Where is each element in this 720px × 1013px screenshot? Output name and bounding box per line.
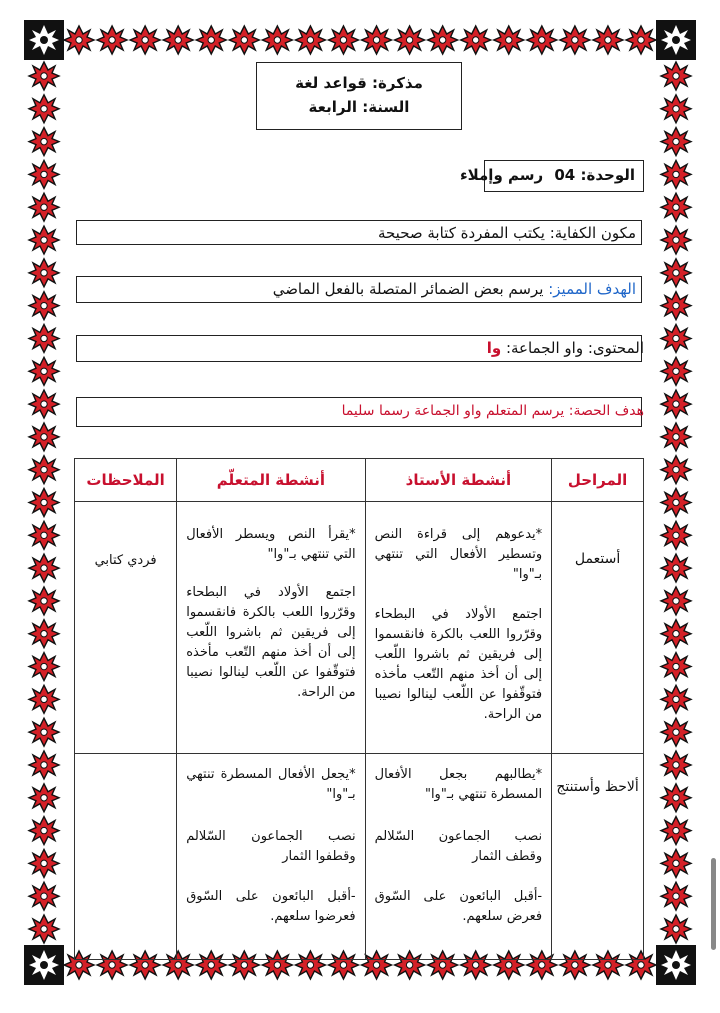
lesson-goal-label: هدف الحصة:	[568, 403, 644, 419]
stage-cell	[552, 502, 644, 754]
learner-instruction: *يقرأ النص ويسطر الأفعال التي تنتهي بـ"وا"	[186, 527, 356, 562]
border-star-icon	[661, 849, 691, 877]
border-star-icon	[29, 62, 59, 90]
border-star-icon	[661, 193, 691, 221]
border-star-icon	[593, 26, 623, 54]
border-star-icon	[661, 587, 691, 615]
border-star-icon	[661, 718, 691, 746]
corner-star-icon	[656, 20, 696, 60]
border-star-icon	[661, 423, 691, 451]
border-star-icon	[661, 685, 691, 713]
header-teacher: أنشطة الأستاذ	[365, 459, 552, 502]
border-star-icon	[29, 259, 59, 287]
school-year: السنة: الرابعة	[308, 98, 410, 116]
unit-box	[459, 160, 644, 192]
border-star-icon	[661, 128, 691, 156]
border-star-icon	[461, 26, 491, 54]
unit-number: 04	[554, 166, 576, 184]
border-star-icon	[661, 521, 691, 549]
border-star-icon	[29, 521, 59, 549]
activities-table	[74, 458, 644, 960]
border-star-icon	[661, 456, 691, 484]
header-learner: أنشطة المتعلّم	[177, 459, 365, 502]
border-star-icon	[229, 26, 259, 54]
objective-field	[273, 280, 636, 298]
border-star-icon	[661, 882, 691, 910]
border-star-icon	[661, 620, 691, 648]
border-star-icon	[29, 226, 59, 254]
content-label: المحتوى: واو الجماعة:	[505, 339, 644, 357]
border-star-icon	[661, 259, 691, 287]
border-star-icon	[661, 390, 691, 418]
border-star-icon	[196, 26, 226, 54]
border-star-icon	[29, 685, 59, 713]
border-star-icon	[661, 226, 691, 254]
border-star-icon	[661, 62, 691, 90]
lesson-title: مذكرة: قواعد لغة	[295, 74, 423, 92]
teacher-text: اجتمع الأولاد في البطحاء وقرّروا اللعب بالكرة فانقسموا إلى فريقين ثم باشروا اللّعب إلى أن أخذ منهم التّعب مأخذه فتوقّفوا عن اللّعب لينالوا نصيبا من الراحة.	[374, 607, 543, 722]
objective-value: يرسم بعض الضمائر المتصلة بالفعل الماضي	[272, 280, 544, 298]
table-row	[75, 754, 644, 960]
border-star-icon	[29, 751, 59, 779]
scrollbar-thumb[interactable]	[711, 858, 716, 950]
teacher-instruction: *يطالبهم بجعل الأفعال المسطرة تنتهي بـ"وا"	[374, 767, 543, 802]
notes-cell	[75, 502, 177, 754]
border-star-icon	[29, 390, 59, 418]
border-star-icon	[29, 653, 59, 681]
lesson-goal-field	[342, 403, 644, 419]
border-star-icon	[527, 26, 557, 54]
border-star-icon	[560, 26, 590, 54]
content-value: وا	[486, 339, 502, 357]
border-star-icon	[661, 357, 691, 385]
border-star-icon	[626, 26, 656, 54]
table-header-row	[75, 459, 644, 502]
border-star-icon	[29, 817, 59, 845]
learner-cell	[177, 754, 365, 960]
objective-label: الهدف المميز:	[548, 280, 636, 298]
competence-field	[378, 224, 636, 242]
corner-star-icon	[24, 945, 64, 985]
border-star-icon	[29, 718, 59, 746]
teacher-instruction: *يدعوهم إلى قراءة النص وتسطير الأفعال التي تنتهي بـ"وا"	[374, 527, 543, 582]
border-star-icon	[29, 784, 59, 812]
stage-label: أستعمل	[574, 551, 621, 567]
teacher-sentence: -أقبل البائعون على السّوق فعرض سلعهم.	[374, 889, 543, 924]
learner-text: اجتمع الأولاد في البطحاء وقرّروا اللعب بالكرة فانقسموا إلى فريقين ثم باشروا اللّعب إلى أن أخذ منهم التّعب مأخذه فتوقّفوا عن اللّعب لينالوا نصيبا من الراحة.	[186, 585, 356, 700]
title-box	[256, 62, 462, 130]
teacher-cell	[365, 502, 552, 754]
header-notes: الملاحظات	[75, 459, 177, 502]
teacher-cell	[365, 754, 552, 960]
border-star-icon	[661, 784, 691, 812]
corner-star-icon	[656, 945, 696, 985]
corner-star-icon	[24, 20, 64, 60]
border-star-icon	[29, 193, 59, 221]
border-star-icon	[29, 620, 59, 648]
border-star-icon	[29, 357, 59, 385]
unit-label: الوحدة:	[580, 166, 635, 184]
border-star-icon	[29, 849, 59, 877]
border-star-icon	[29, 292, 59, 320]
notes-cell	[75, 754, 177, 960]
border-star-icon	[163, 26, 193, 54]
border-star-icon	[494, 26, 524, 54]
border-star-icon	[29, 324, 59, 352]
border-star-icon	[661, 751, 691, 779]
border-star-icon	[262, 26, 292, 54]
competence-value: يكتب المفردة كتابة صحيحة	[377, 224, 545, 242]
border-star-icon	[29, 554, 59, 582]
learner-instruction: *يجعل الأفعال المسطرة تنتهي بـ"وا"	[186, 767, 356, 802]
content-field	[487, 339, 644, 357]
border-star-icon	[295, 26, 325, 54]
learner-sentence: نصب الجماعون السّلالم وقطفوا الثمار	[186, 829, 356, 864]
learner-sentence: -أقبل البائعون على السّوق فعرضوا سلعهم.	[186, 889, 356, 924]
table-row	[75, 502, 644, 754]
learner-cell	[177, 502, 365, 754]
border-star-icon	[64, 26, 94, 54]
border-star-icon	[328, 26, 358, 54]
border-star-icon	[661, 95, 691, 123]
competence-label: مكون الكفاية:	[549, 224, 636, 242]
border-star-icon	[29, 456, 59, 484]
border-star-icon	[661, 817, 691, 845]
border-star-icon	[362, 26, 392, 54]
border-star-icon	[29, 95, 59, 123]
border-star-icon	[29, 489, 59, 517]
border-star-icon	[29, 128, 59, 156]
border-star-icon	[29, 587, 59, 615]
border-star-icon	[395, 26, 425, 54]
header-stages: المراحل	[552, 459, 644, 502]
border-star-icon	[661, 292, 691, 320]
border-star-icon	[661, 324, 691, 352]
border-star-icon	[428, 26, 458, 54]
stage-label: ألاحظ وأستنتج	[556, 779, 639, 795]
teacher-sentence: نصب الجماعون السّلالم وقطف الثمار	[374, 829, 543, 864]
unit-topic: رسم وإملاء	[459, 166, 544, 184]
border-star-icon	[661, 915, 691, 943]
border-star-icon	[130, 26, 160, 54]
border-star-icon	[29, 915, 59, 943]
border-star-icon	[661, 489, 691, 517]
border-star-icon	[661, 653, 691, 681]
border-star-icon	[29, 423, 59, 451]
notes-value: فردي كتابي	[94, 553, 157, 568]
border-star-icon	[29, 882, 59, 910]
border-star-icon	[29, 160, 59, 188]
border-star-icon	[661, 160, 691, 188]
stage-cell	[552, 754, 644, 960]
border-star-icon	[97, 26, 127, 54]
lesson-goal-value: يرسم المتعلم واو الجماعة رسما سليما	[341, 403, 565, 419]
border-star-icon	[661, 554, 691, 582]
